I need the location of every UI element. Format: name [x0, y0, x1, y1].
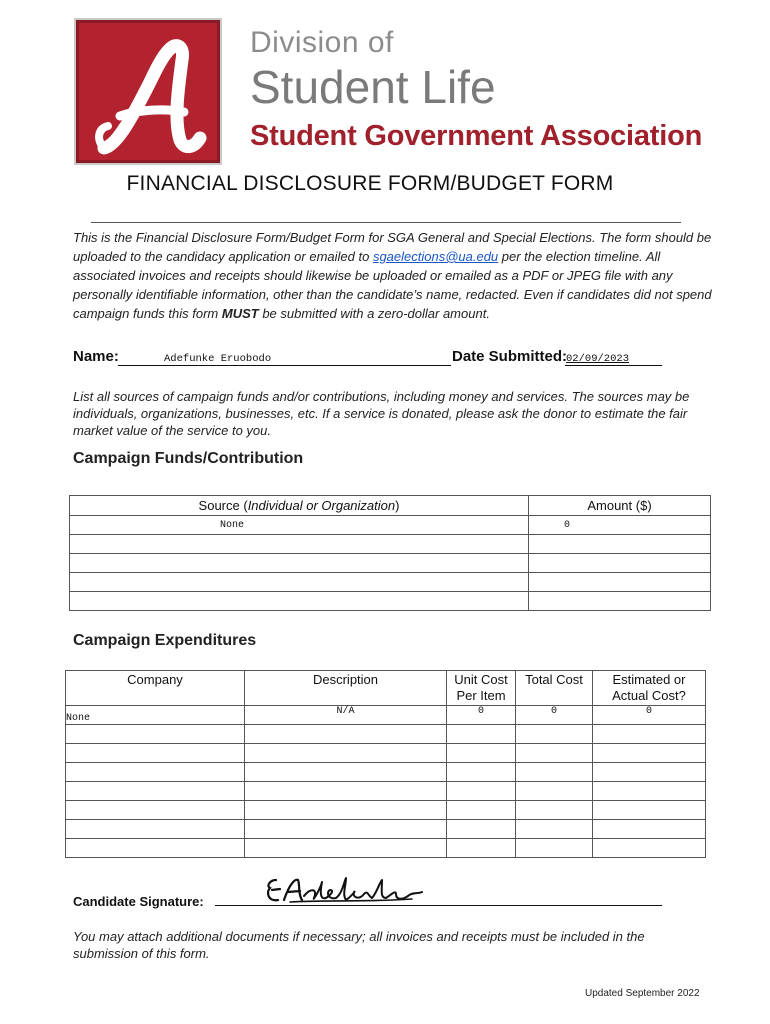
date-field[interactable]: [565, 352, 662, 366]
table-row: [66, 782, 706, 801]
expenditures-heading: Campaign Expenditures: [73, 632, 257, 649]
source-cell[interactable]: None: [70, 516, 529, 535]
estimated-cell[interactable]: [593, 744, 706, 763]
unit-cost-cell[interactable]: [447, 744, 516, 763]
table-row: [70, 573, 711, 592]
estimated-cell[interactable]: [593, 801, 706, 820]
table-row: [70, 592, 711, 611]
source-cell[interactable]: [70, 592, 529, 611]
estimated-cell[interactable]: [593, 820, 706, 839]
name-field[interactable]: [118, 352, 451, 366]
description-column-header: Description: [245, 671, 447, 706]
intro-text-3: be submitted with a zero-dollar amount.: [258, 306, 490, 321]
unit-cost-cell[interactable]: [447, 839, 516, 858]
unit-cost-cell[interactable]: [447, 763, 516, 782]
description-cell[interactable]: [245, 782, 447, 801]
intro-text-2: per the election timeline. All associated invoices and receipts should likewise be uploaded or emailed as a PDF or JPEG file with any personally identifiable information, other than the candidate’s name, redacted. Even if candidates did not spend campaign funds this form: [73, 249, 712, 321]
source-cell[interactable]: [70, 573, 529, 592]
amount-cell[interactable]: [529, 573, 711, 592]
funds-heading: Campaign Funds/Contribution: [73, 450, 304, 467]
company-cell[interactable]: [66, 744, 245, 763]
sga-title: Student Government Association: [250, 120, 703, 152]
name-label: Name:: [73, 348, 119, 365]
title-divider: [91, 222, 681, 223]
student-life-text: Student Life: [250, 61, 496, 113]
description-cell[interactable]: [245, 820, 447, 839]
estimated-cell[interactable]: [593, 725, 706, 744]
description-cell[interactable]: [245, 744, 447, 763]
company-cell[interactable]: [66, 839, 245, 858]
estimated-cell[interactable]: 0: [593, 706, 706, 725]
unit-cost-cell[interactable]: [447, 801, 516, 820]
expenditures-header-row: [66, 671, 706, 706]
source-cell[interactable]: [70, 554, 529, 573]
total-cost-cell[interactable]: [516, 801, 593, 820]
company-column-header: Company: [66, 671, 245, 706]
expenditures-table: [65, 670, 706, 858]
intro-must: MUST: [221, 306, 259, 321]
description-cell[interactable]: [245, 839, 447, 858]
description-cell[interactable]: [245, 725, 447, 744]
source-column-header: Source (Individual or Organization): [70, 496, 529, 516]
form-title: FINANCIAL DISCLOSURE FORM/BUDGET FORM: [126, 172, 614, 195]
company-cell[interactable]: [66, 725, 245, 744]
unit-cost-column-header: Unit Cost Per Item: [447, 671, 516, 706]
unit-cost-cell[interactable]: 0: [447, 706, 516, 725]
table-row: [70, 516, 711, 535]
table-row: [70, 554, 711, 573]
table-row: [66, 744, 706, 763]
updated-date: Updated September 2022: [585, 988, 700, 999]
table-row: [66, 763, 706, 782]
total-cost-cell[interactable]: [516, 820, 593, 839]
intro-text-1: This is the Financial Disclosure Form/Budget Form for SGA General and Special Elections. The form should be uploaded to the candidacy application or emailed to: [73, 230, 712, 264]
amount-cell[interactable]: [529, 535, 711, 554]
total-cost-cell[interactable]: [516, 763, 593, 782]
source-cell[interactable]: [70, 535, 529, 554]
description-cell[interactable]: N/A: [245, 706, 447, 725]
intro-paragraph: [73, 228, 713, 323]
table-row: [70, 535, 711, 554]
date-value: 02/09/2023: [566, 353, 630, 365]
table-row: [66, 706, 706, 725]
funds-table: [69, 495, 711, 611]
amount-cell[interactable]: [529, 592, 711, 611]
name-value: Adefunke Eruobodo: [164, 353, 272, 365]
date-label: Date Submitted:: [452, 348, 568, 365]
description-cell[interactable]: [245, 763, 447, 782]
total-cost-cell[interactable]: [516, 782, 593, 801]
total-cost-cell[interactable]: 0: [516, 706, 593, 725]
unit-cost-cell[interactable]: [447, 725, 516, 744]
estimated-column-header: Estimated or Actual Cost?: [593, 671, 706, 706]
signature-label: Candidate Signature:: [73, 894, 204, 909]
company-cell[interactable]: [66, 820, 245, 839]
script-a-logo-icon: [76, 20, 220, 163]
funds-header-row: [70, 496, 711, 516]
amount-cell[interactable]: 0: [529, 516, 711, 535]
company-cell[interactable]: [66, 763, 245, 782]
division-of-text: Division of: [250, 26, 394, 59]
sources-instructions: List all sources of campaign funds and/or contributions, including money and services. The sources may be individuals, organizations, businesses, etc. If a service is donated, please ask the donor to estimate the fair market value of the service to you.: [73, 389, 690, 438]
unit-cost-cell[interactable]: [447, 782, 516, 801]
amount-cell[interactable]: [529, 554, 711, 573]
company-cell[interactable]: [66, 801, 245, 820]
description-cell[interactable]: [245, 801, 447, 820]
company-cell[interactable]: [66, 782, 245, 801]
total-cost-column-header: Total Cost: [516, 671, 593, 706]
table-row: [66, 839, 706, 858]
company-cell[interactable]: None: [66, 706, 245, 725]
attachment-note: You may attach additional documents if necessary; all invoices and receipts must be included in the submission of this form.: [73, 929, 645, 961]
table-row: [66, 801, 706, 820]
total-cost-cell[interactable]: [516, 725, 593, 744]
total-cost-cell[interactable]: [516, 839, 593, 858]
estimated-cell[interactable]: [593, 839, 706, 858]
email-link[interactable]: sgaelections@ua.edu: [372, 249, 499, 264]
unit-cost-cell[interactable]: [447, 820, 516, 839]
table-row: [66, 725, 706, 744]
estimated-cell[interactable]: [593, 782, 706, 801]
table-row: [66, 820, 706, 839]
ua-logo: [76, 20, 220, 163]
amount-column-header: Amount ($): [529, 496, 711, 516]
estimated-cell[interactable]: [593, 763, 706, 782]
total-cost-cell[interactable]: [516, 744, 593, 763]
handwritten-signature: [262, 872, 427, 908]
